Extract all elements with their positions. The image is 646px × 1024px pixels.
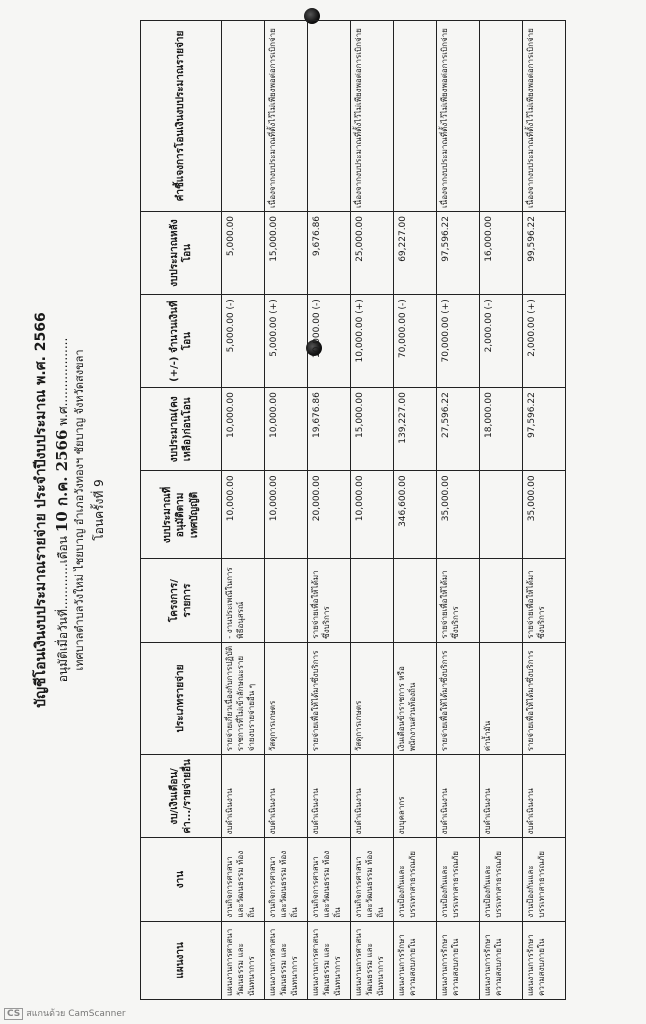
cell-transfer xyxy=(265,295,308,388)
cell-before: 97,596.22 xyxy=(523,388,566,471)
transfer-round: โอนครั้งที่ 9 xyxy=(92,479,106,541)
col-header: งบประมาณ(คงเหลือ)ก่อนโอน xyxy=(141,388,222,471)
cell-before: 18,000.00 xyxy=(480,388,523,471)
cell-plan: แผนงานการรักษาความสงบภายใน xyxy=(394,921,437,999)
cell-type: วัสดุการเกษตร xyxy=(351,642,394,755)
cell-before: 27,596.22 xyxy=(437,388,480,471)
cell-work: งานกิจการศาสนา และวัฒนธรรม ท้องถิ่น xyxy=(265,838,308,921)
transfer-sign: (+) xyxy=(269,299,279,314)
cell-after: 5,000.00 xyxy=(222,211,265,294)
cell-transfer xyxy=(222,295,265,388)
cell-after: 15,000.00 xyxy=(265,211,308,294)
cell-note xyxy=(394,21,437,212)
cell-after: 16,000.00 xyxy=(480,211,523,294)
cell-note: เนื่องจากงบประมาณที่ตั้งไว้ไม่เพียงพอต่อการเบิกจ่าย xyxy=(523,21,566,212)
table-row xyxy=(480,21,523,1000)
transfer-amount: 2,000.00 xyxy=(527,316,537,357)
cell-transfer xyxy=(308,295,351,388)
table-row xyxy=(394,21,437,1000)
cell-project: รายจ่ายเพื่อให้ได้มาซึ่งบริการ xyxy=(437,559,480,642)
cell-work: งานป้องกันและบรรเทาสาธารณภัย xyxy=(523,838,566,921)
cell-note: เนื่องจากงบประมาณที่ตั้งไว้ไม่เพียงพอต่อการเบิกจ่าย xyxy=(437,21,480,212)
cell-work: งานกิจการศาสนา และวัฒนธรรม ท้องถิ่น xyxy=(308,838,351,921)
cell-budget: งบดำเนินงาน xyxy=(265,755,308,838)
cell-work: งานป้องกันและบรรเทาสาธารณภัย xyxy=(394,838,437,921)
table-row xyxy=(308,21,351,1000)
cell-before: 10,000.00 xyxy=(222,388,265,471)
cell-type: เงินเดือนข้าราชการ หรือพนักงานส่วนท้องถิ่น xyxy=(394,642,437,755)
cell-before: 15,000.00 xyxy=(351,388,394,471)
cell-approved: 10,000.00 xyxy=(222,471,265,559)
cell-after: 25,000.00 xyxy=(351,211,394,294)
table-row xyxy=(222,21,265,1000)
transfer-sign: (-) xyxy=(226,299,236,310)
transfer-sign: (+) xyxy=(527,299,537,314)
cell-approved: 35,000.00 xyxy=(437,471,480,559)
cell-approved: 35,000.00 xyxy=(523,471,566,559)
cell-before: 19,676.86 xyxy=(308,388,351,471)
approval-tail: พ.ศ.................. xyxy=(56,337,70,426)
cell-work: งานป้องกันและบรรเทาสาธารณภัย xyxy=(437,838,480,921)
cell-project xyxy=(351,559,394,642)
approval-date: 10 ก.ค. 2566 xyxy=(53,429,71,533)
document-header xyxy=(18,20,158,1000)
cell-transfer xyxy=(394,295,437,388)
cell-plan: แผนงานการศาสนา วัฒนธรรม และนันทนาการ xyxy=(351,921,394,999)
cell-project: รายจ่ายเพื่อให้ได้มาซึ่งบริการ xyxy=(523,559,566,642)
organization-line: เทศบาลตำบลวังใหม่ ไชยบาญ อำเภอวังทองฯ ชัยบาญ จังหวัดสงขลา xyxy=(73,349,86,671)
cell-before: 139,227.00 xyxy=(394,388,437,471)
cell-approved xyxy=(480,471,523,559)
cell-transfer xyxy=(480,295,523,388)
cell-work: งานกิจการศาสนา และวัฒนธรรม ท้องถิ่น xyxy=(222,838,265,921)
budget-transfer-table xyxy=(140,20,566,1000)
cell-before: 10,000.00 xyxy=(265,388,308,471)
cell-after: 99,596.22 xyxy=(523,211,566,294)
cell-after: 97,596.22 xyxy=(437,211,480,294)
cell-work: งานกิจการศาสนา และวัฒนธรรม ท้องถิ่น xyxy=(351,838,394,921)
col-header: แผนงาน xyxy=(141,921,222,999)
transfer-amount: 70,000.00 xyxy=(398,312,408,359)
cell-type: รายจ่ายเกี่ยวเนื่องกับการปฏิบัติราชการที่ไม่เข้าลักษณะรายจ่ายงบรายจ่ายอื่น ๆ xyxy=(222,642,265,755)
approval-label: อนุมัติเมื่อวันที่............เดือน xyxy=(56,536,70,683)
cell-budget: งบดำเนินงาน xyxy=(523,755,566,838)
cell-budget: งบดำเนินงาน xyxy=(437,755,480,838)
col-header: งบประมาณหลังโอน xyxy=(141,211,222,294)
camscanner-badge: CS xyxy=(4,1008,23,1020)
col-header: งบประมาณที่อนุมัติตามเทศบัญญัติ xyxy=(141,471,222,559)
col-header: ประเภทรายจ่าย xyxy=(141,642,222,755)
cell-project xyxy=(394,559,437,642)
cell-type: ค่าน้ำมัน xyxy=(480,642,523,755)
cell-after: 9,676.86 xyxy=(308,211,351,294)
transfer-amount: 10,000.00 xyxy=(312,312,322,359)
cell-note: เนื่องจากงบประมาณที่ตั้งไว้ไม่เพียงพอต่อการเบิกจ่าย xyxy=(351,21,394,212)
cell-plan: แผนงานการรักษาความสงบภายใน xyxy=(523,921,566,999)
table-row xyxy=(437,21,480,1000)
col-header: งาน xyxy=(141,838,222,921)
col-header: งบ/เงินเดือน/ค่า.../รายจ่ายอื่น xyxy=(141,755,222,838)
rotated-content xyxy=(18,20,578,1000)
col-header: คำชี้แจงการโอนเงินงบประมาณรายจ่าย xyxy=(141,21,222,212)
table-row xyxy=(351,21,394,1000)
transfer-sign: (-) xyxy=(312,299,322,310)
cell-budget: งบดำเนินงาน xyxy=(222,755,265,838)
col-header: โครงการ/รายการ xyxy=(141,559,222,642)
cell-after: 69,227.00 xyxy=(394,211,437,294)
cell-type: วัสดุการเกษตร xyxy=(265,642,308,755)
cell-budget: งบบุคลากร xyxy=(394,755,437,838)
cell-approved: 346,600.00 xyxy=(394,471,437,559)
transfer-sign: (-) xyxy=(398,299,408,310)
cell-work: งานป้องกันและบรรเทาสาธารณภัย xyxy=(480,838,523,921)
scanner-footer xyxy=(4,1006,126,1020)
cell-project: - งานประเพณีในการพิธีอนุสรณ์ xyxy=(222,559,265,642)
cell-plan: แผนงานการศาสนา วัฒนธรรม และนันทนาการ xyxy=(265,921,308,999)
cell-project xyxy=(480,559,523,642)
cell-plan: แผนงานการศาสนา วัฒนธรรม และนันทนาการ xyxy=(222,921,265,999)
cell-approved: 20,000.00 xyxy=(308,471,351,559)
camscanner-text: สแกนด้วย CamScanner xyxy=(26,1009,126,1019)
cell-note xyxy=(308,21,351,212)
cell-approved: 10,000.00 xyxy=(351,471,394,559)
cell-plan: แผนงานการศาสนา วัฒนธรรม และนันทนาการ xyxy=(308,921,351,999)
table-row xyxy=(265,21,308,1000)
document-title: บัญชีโอนเงินงบประมาณรายจ่าย ประจำปีงบประมาณ พ.ศ. 2566 xyxy=(33,312,49,708)
table-row xyxy=(523,21,566,1000)
cell-type: รายจ่ายเพื่อให้ได้มาซึ่งบริการ xyxy=(308,642,351,755)
cell-budget: งบดำเนินงาน xyxy=(351,755,394,838)
cell-plan: แผนงานการรักษาความสงบภายใน xyxy=(437,921,480,999)
transfer-amount: 70,000.00 xyxy=(441,316,451,363)
table-header-row xyxy=(141,21,222,1000)
transfer-sign: (+) xyxy=(355,299,365,314)
cell-type: รายจ่ายเพื่อให้ได้มาซึ่งบริการ xyxy=(437,642,480,755)
cell-note: เนื่องจากงบประมาณที่ตั้งไว้ไม่เพียงพอต่อการเบิกจ่าย xyxy=(265,21,308,212)
cell-transfer xyxy=(437,295,480,388)
cell-type: รายจ่ายเพื่อให้ได้มาซึ่งบริการ xyxy=(523,642,566,755)
cell-budget: งบดำเนินงาน xyxy=(308,755,351,838)
cell-plan: แผนงานการรักษาความสงบภายใน xyxy=(480,921,523,999)
cell-note xyxy=(222,21,265,212)
transfer-amount: 10,000.00 xyxy=(355,316,365,363)
col-header: (+/-) จำนวนเงินที่โอน xyxy=(141,295,222,388)
cell-note xyxy=(480,21,523,212)
cell-project xyxy=(265,559,308,642)
transfer-amount: 2,000.00 xyxy=(484,312,494,353)
transfer-amount: 5,000.00 xyxy=(269,316,279,357)
transfer-sign: (+) xyxy=(441,299,451,314)
transfer-amount: 5,000.00 xyxy=(226,312,236,353)
cell-transfer xyxy=(523,295,566,388)
cell-approved: 10,000.00 xyxy=(265,471,308,559)
cell-transfer xyxy=(351,295,394,388)
transfer-sign: (-) xyxy=(484,299,494,310)
cell-project: รายจ่ายเพื่อให้ได้มาซึ่งบริการ xyxy=(308,559,351,642)
cell-budget: งบดำเนินงาน xyxy=(480,755,523,838)
